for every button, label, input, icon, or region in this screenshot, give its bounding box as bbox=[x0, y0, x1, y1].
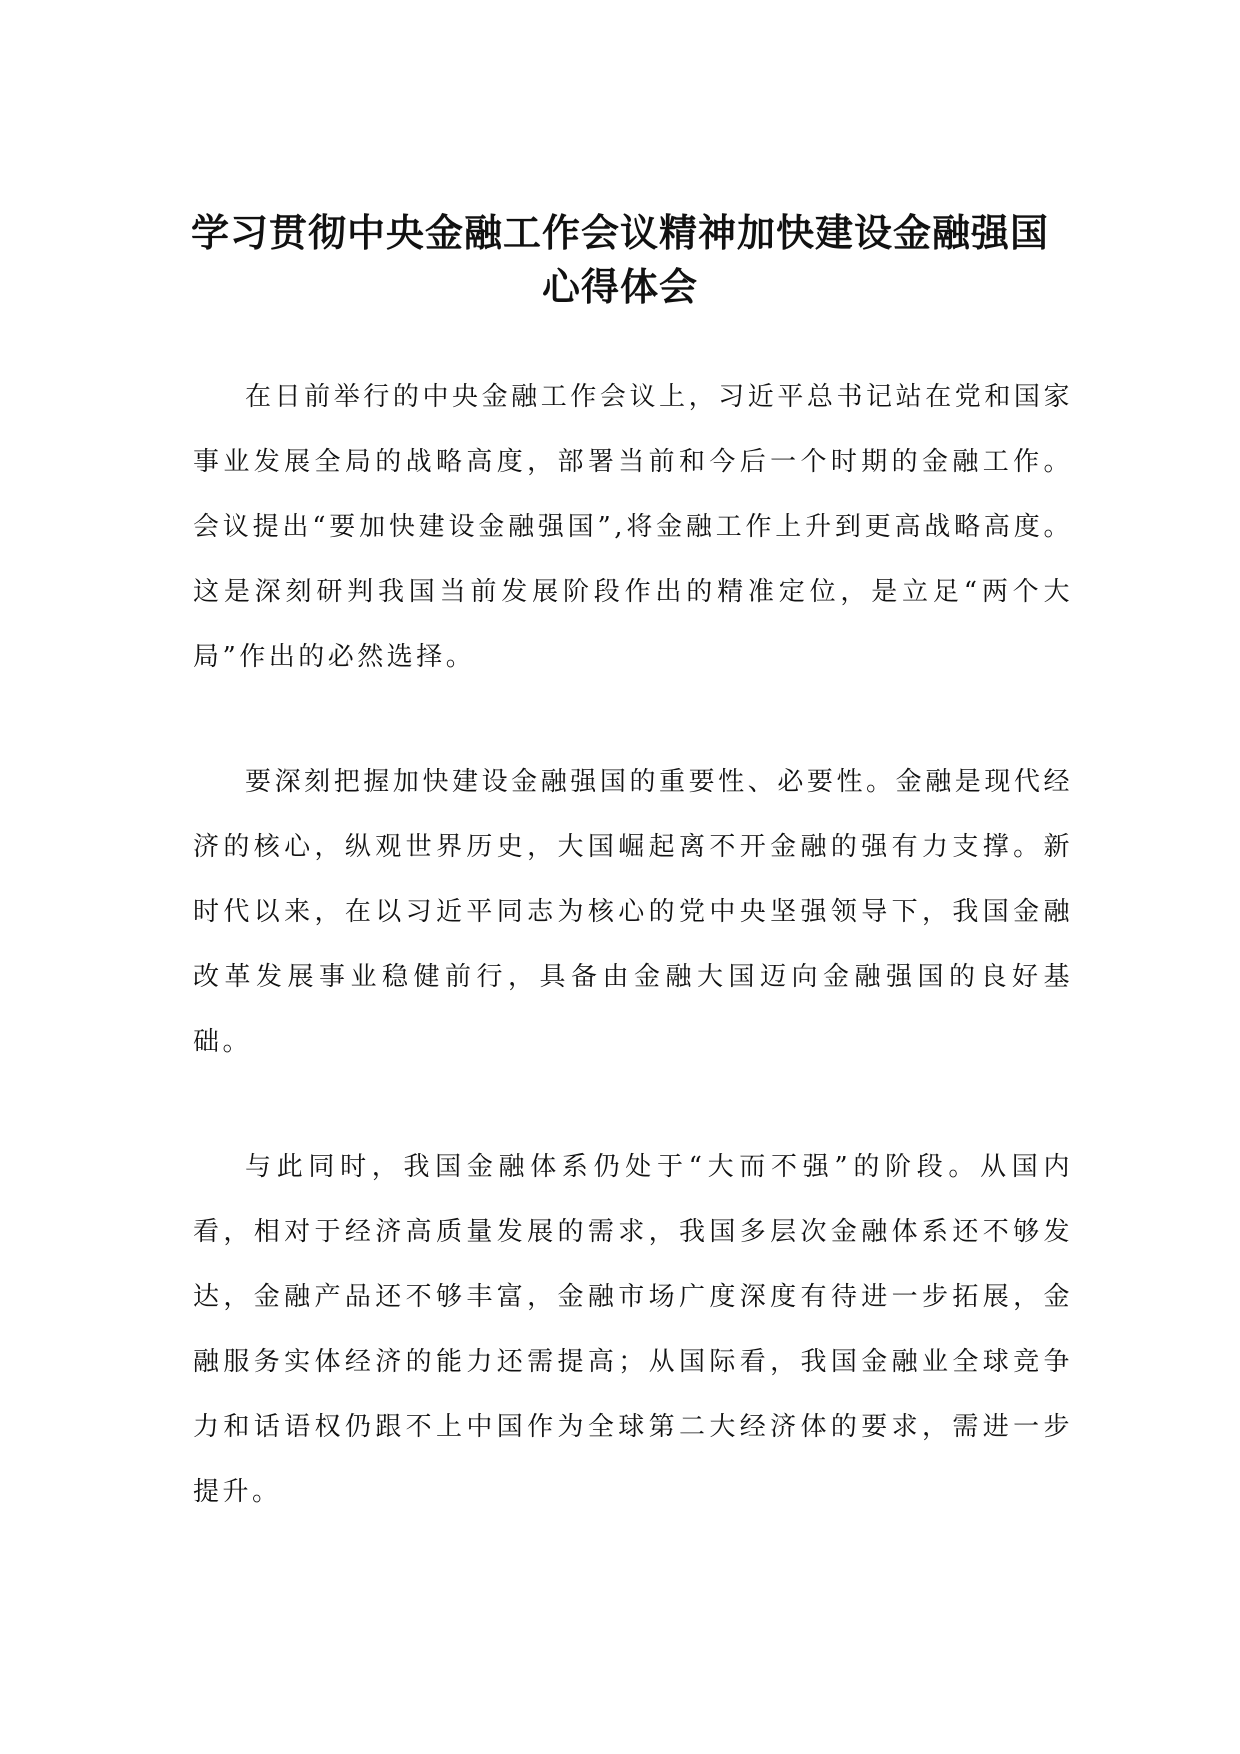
paragraph-3: 与此同时，我国金融体系仍处于“大而不强”的阶段。从国内看，相对于经济高质量发展的需求，我国多层次金融体系还不够发达，金融产品还不够丰富，金融市场广度深度有待进一步拓展，金融服务实体经济的能力还需提高；从国际看，我国金融业全球竞争力和话语权仍跟不上中国作为全球第二大经济体的要求，需进一步提升。 bbox=[193, 1152, 1073, 1507]
document-title-line-1: 学习贯彻中央金融工作会议精神加快建设金融强国 bbox=[190, 211, 1049, 255]
paragraph-1: 在日前举行的中央金融工作会议上，习近平总书记站在党和国家事业发展全局的战略高度，部署当前和今后一个时期的金融工作。会议提出“要加快建设金融强国”,将金融工作上升到更高战略高度。这是深刻研判我国当前发展阶段作出的精准定位，是立足“两个大局”作出的必然选择。 bbox=[193, 382, 1073, 672]
paragraph-2: 要深刻把握加快建设金融强国的重要性、必要性。金融是现代经济的核心，纵观世界历史，大国崛起离不开金融的强有力支撑。新时代以来，在以习近平同志为核心的党中央坚强领导下，我国金融改革发展事业稳健前行，具备由金融大国迈向金融强国的良好基础。 bbox=[193, 767, 1073, 1057]
document-body bbox=[193, 365, 1073, 1585]
document-title-line-2: 心得体会 bbox=[541, 265, 698, 309]
